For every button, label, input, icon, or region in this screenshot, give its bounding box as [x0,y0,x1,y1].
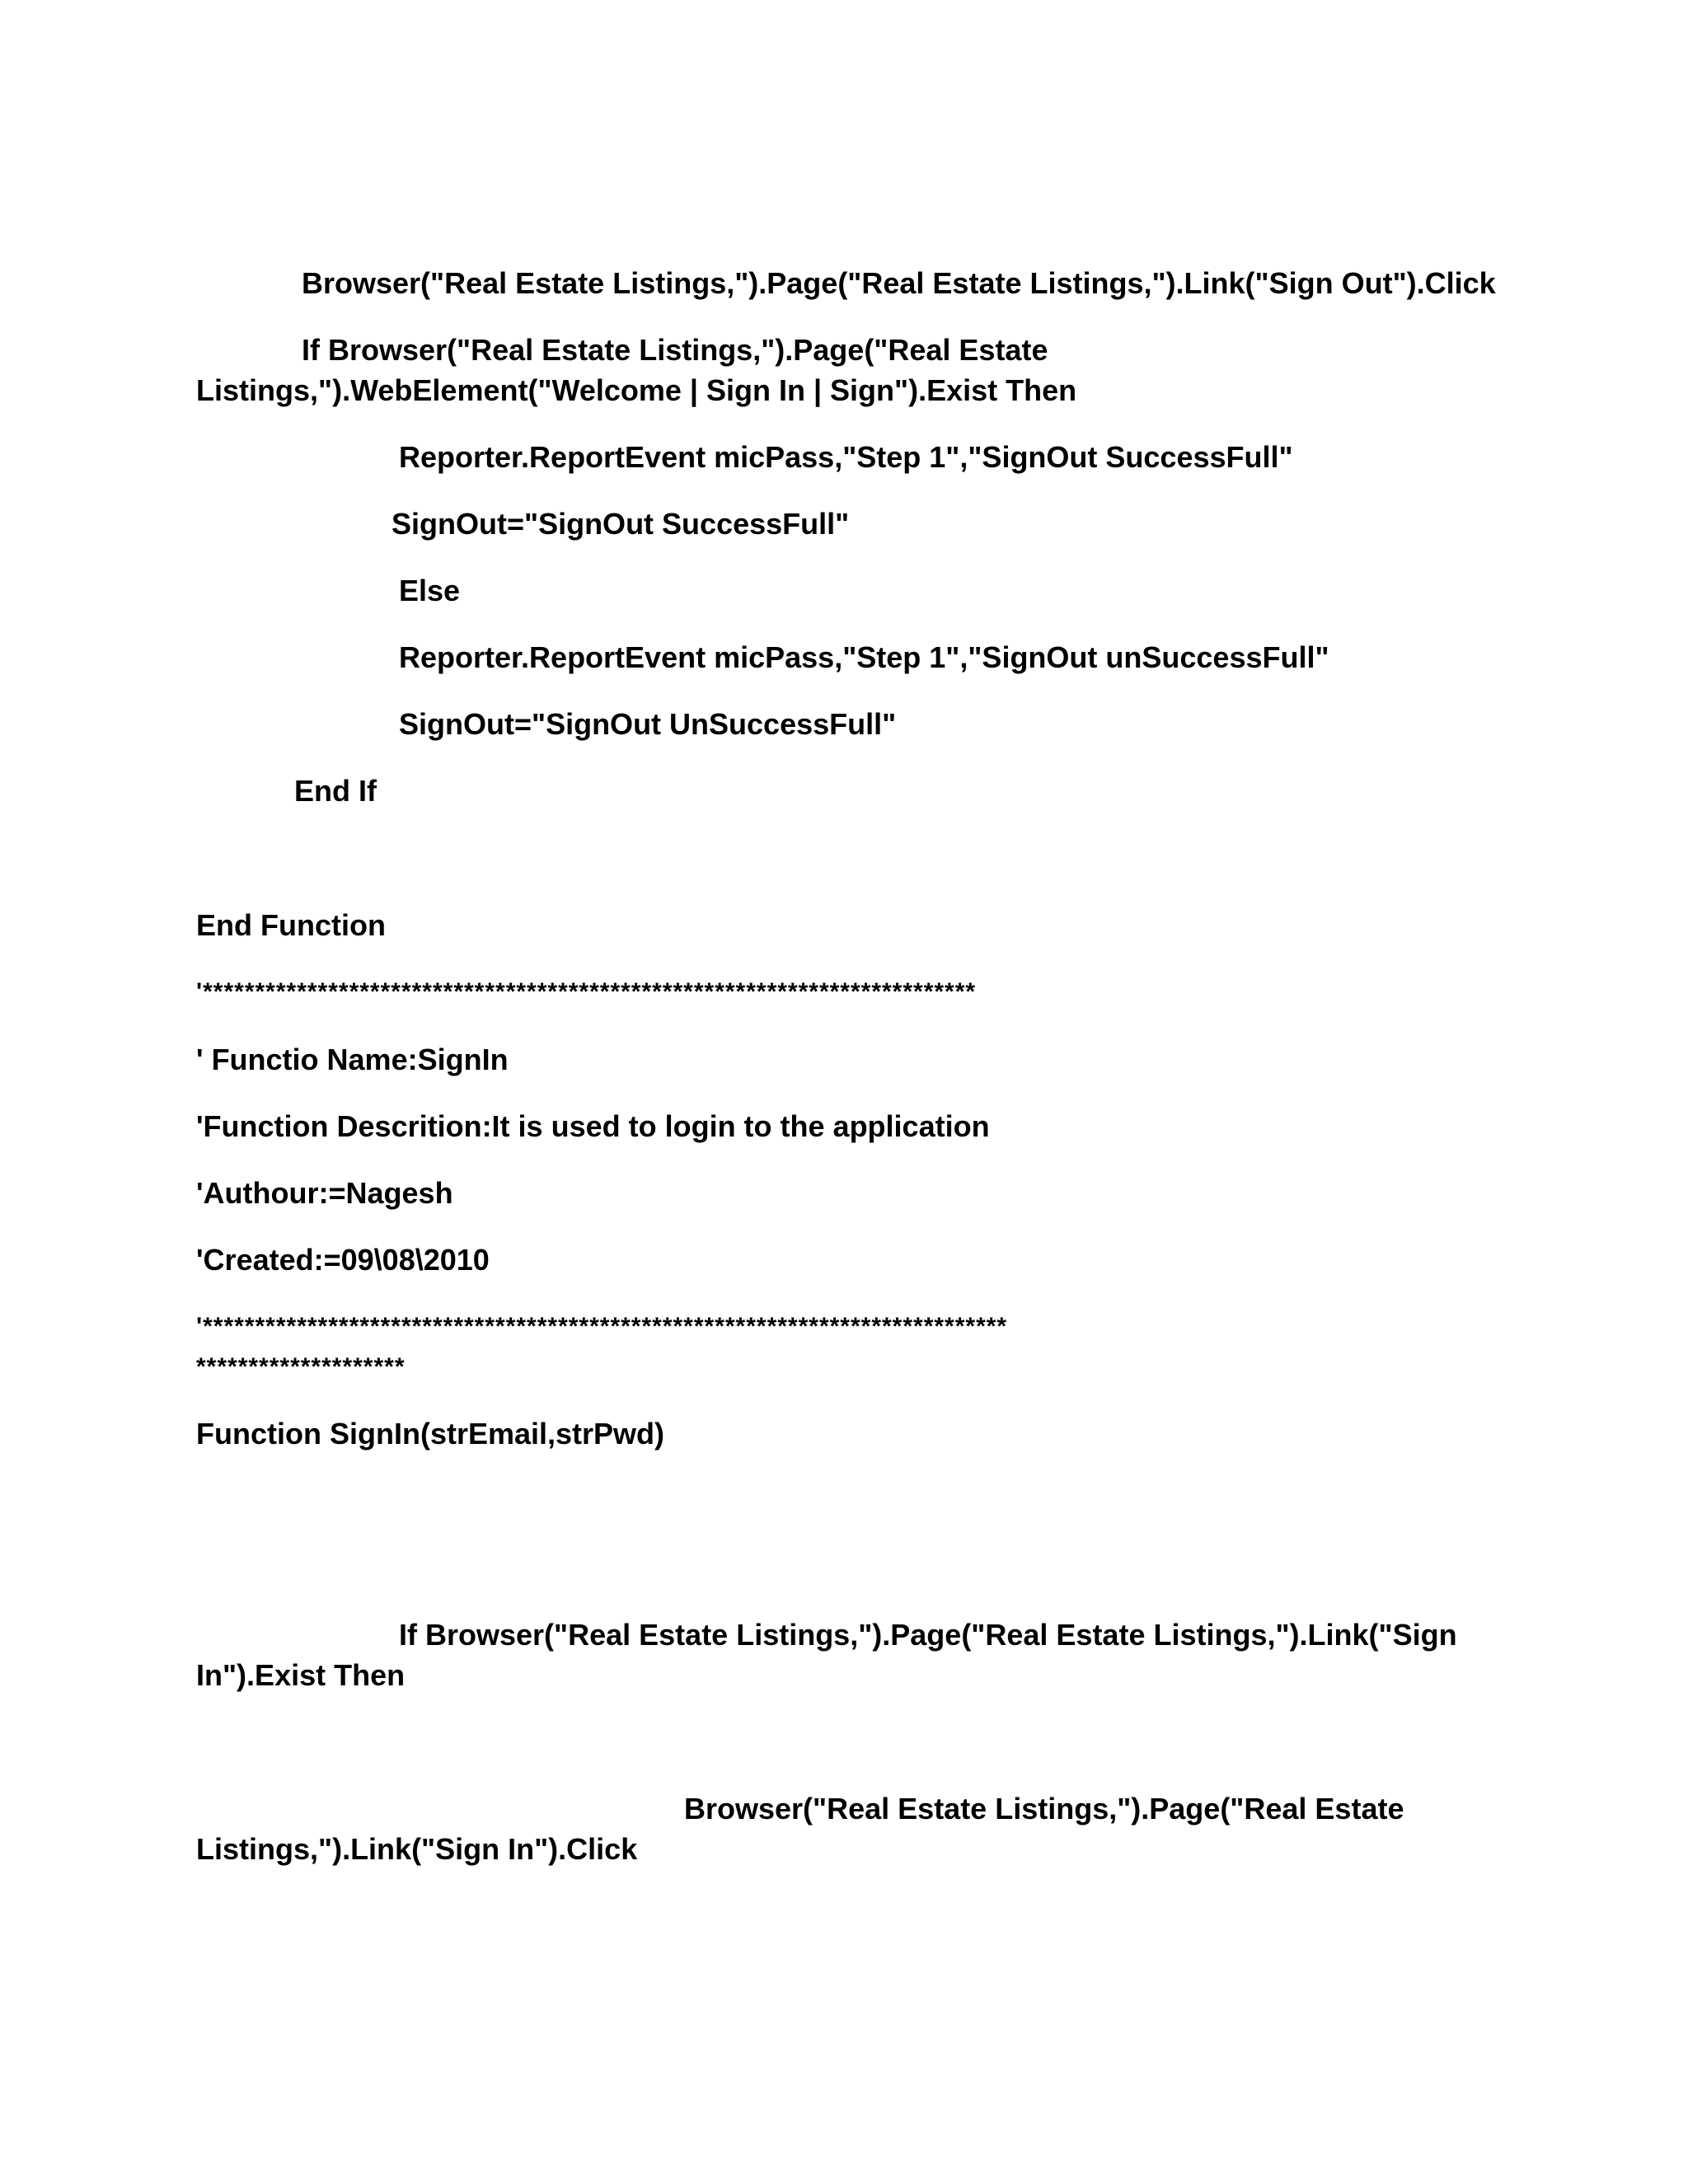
comment-function-name: ' Functio Name:SignIn [196,1043,509,1076]
code-line-if-signin-exists-cont: In").Exist Then [196,1658,406,1692]
code-line-if-welcome-cont: Listings,").WebElement("Welcome | Sign In | Sign").Exist Then [196,373,1077,407]
code-line-signout-fail: SignOut="SignOut UnSuccessFull" [399,707,897,741]
comment-separator-long-cont: ******************** [196,1353,406,1380]
code-line-end-if: End If [294,774,377,808]
code-line-function-signin: Function SignIn(strEmail,strPwd) [196,1417,665,1451]
comment-separator-long: '***************************************************************************** [196,1313,1008,1340]
code-line-if-welcome: If Browser("Real Estate Listings,").Page("Real Estate [302,333,1048,367]
comment-separator: '************************************************************************** [196,978,977,1005]
code-line-signout-success: SignOut="SignOut SuccessFull" [392,507,850,541]
code-line-if-signin-exists: If Browser("Real Estate Listings,").Page("Real Estate Listings,").Link("Sign [399,1618,1457,1652]
code-line-else: Else [399,574,461,607]
code-line-signout-click: Browser("Real Estate Listings,").Page("Real Estate Listings,").Link("Sign Out").Click [302,266,1496,300]
comment-created: 'Created:=09\08\2010 [196,1243,490,1277]
code-line-report-fail: Reporter.ReportEvent micPass,"Step 1","SignOut unSuccessFull" [399,640,1329,674]
code-line-report-pass: Reporter.ReportEvent micPass,"Step 1","SignOut SuccessFull" [399,440,1293,474]
code-line-signin-click: Browser("Real Estate Listings,").Page("Real Estate [684,1792,1404,1825]
comment-function-description: 'Function Descrition:It is used to login to the application [196,1109,990,1143]
comment-author: 'Authour:=Nagesh [196,1176,453,1210]
code-line-end-function: End Function [196,908,386,942]
code-line-signin-click-cont: Listings,").Link("Sign In").Click [196,1832,638,1866]
